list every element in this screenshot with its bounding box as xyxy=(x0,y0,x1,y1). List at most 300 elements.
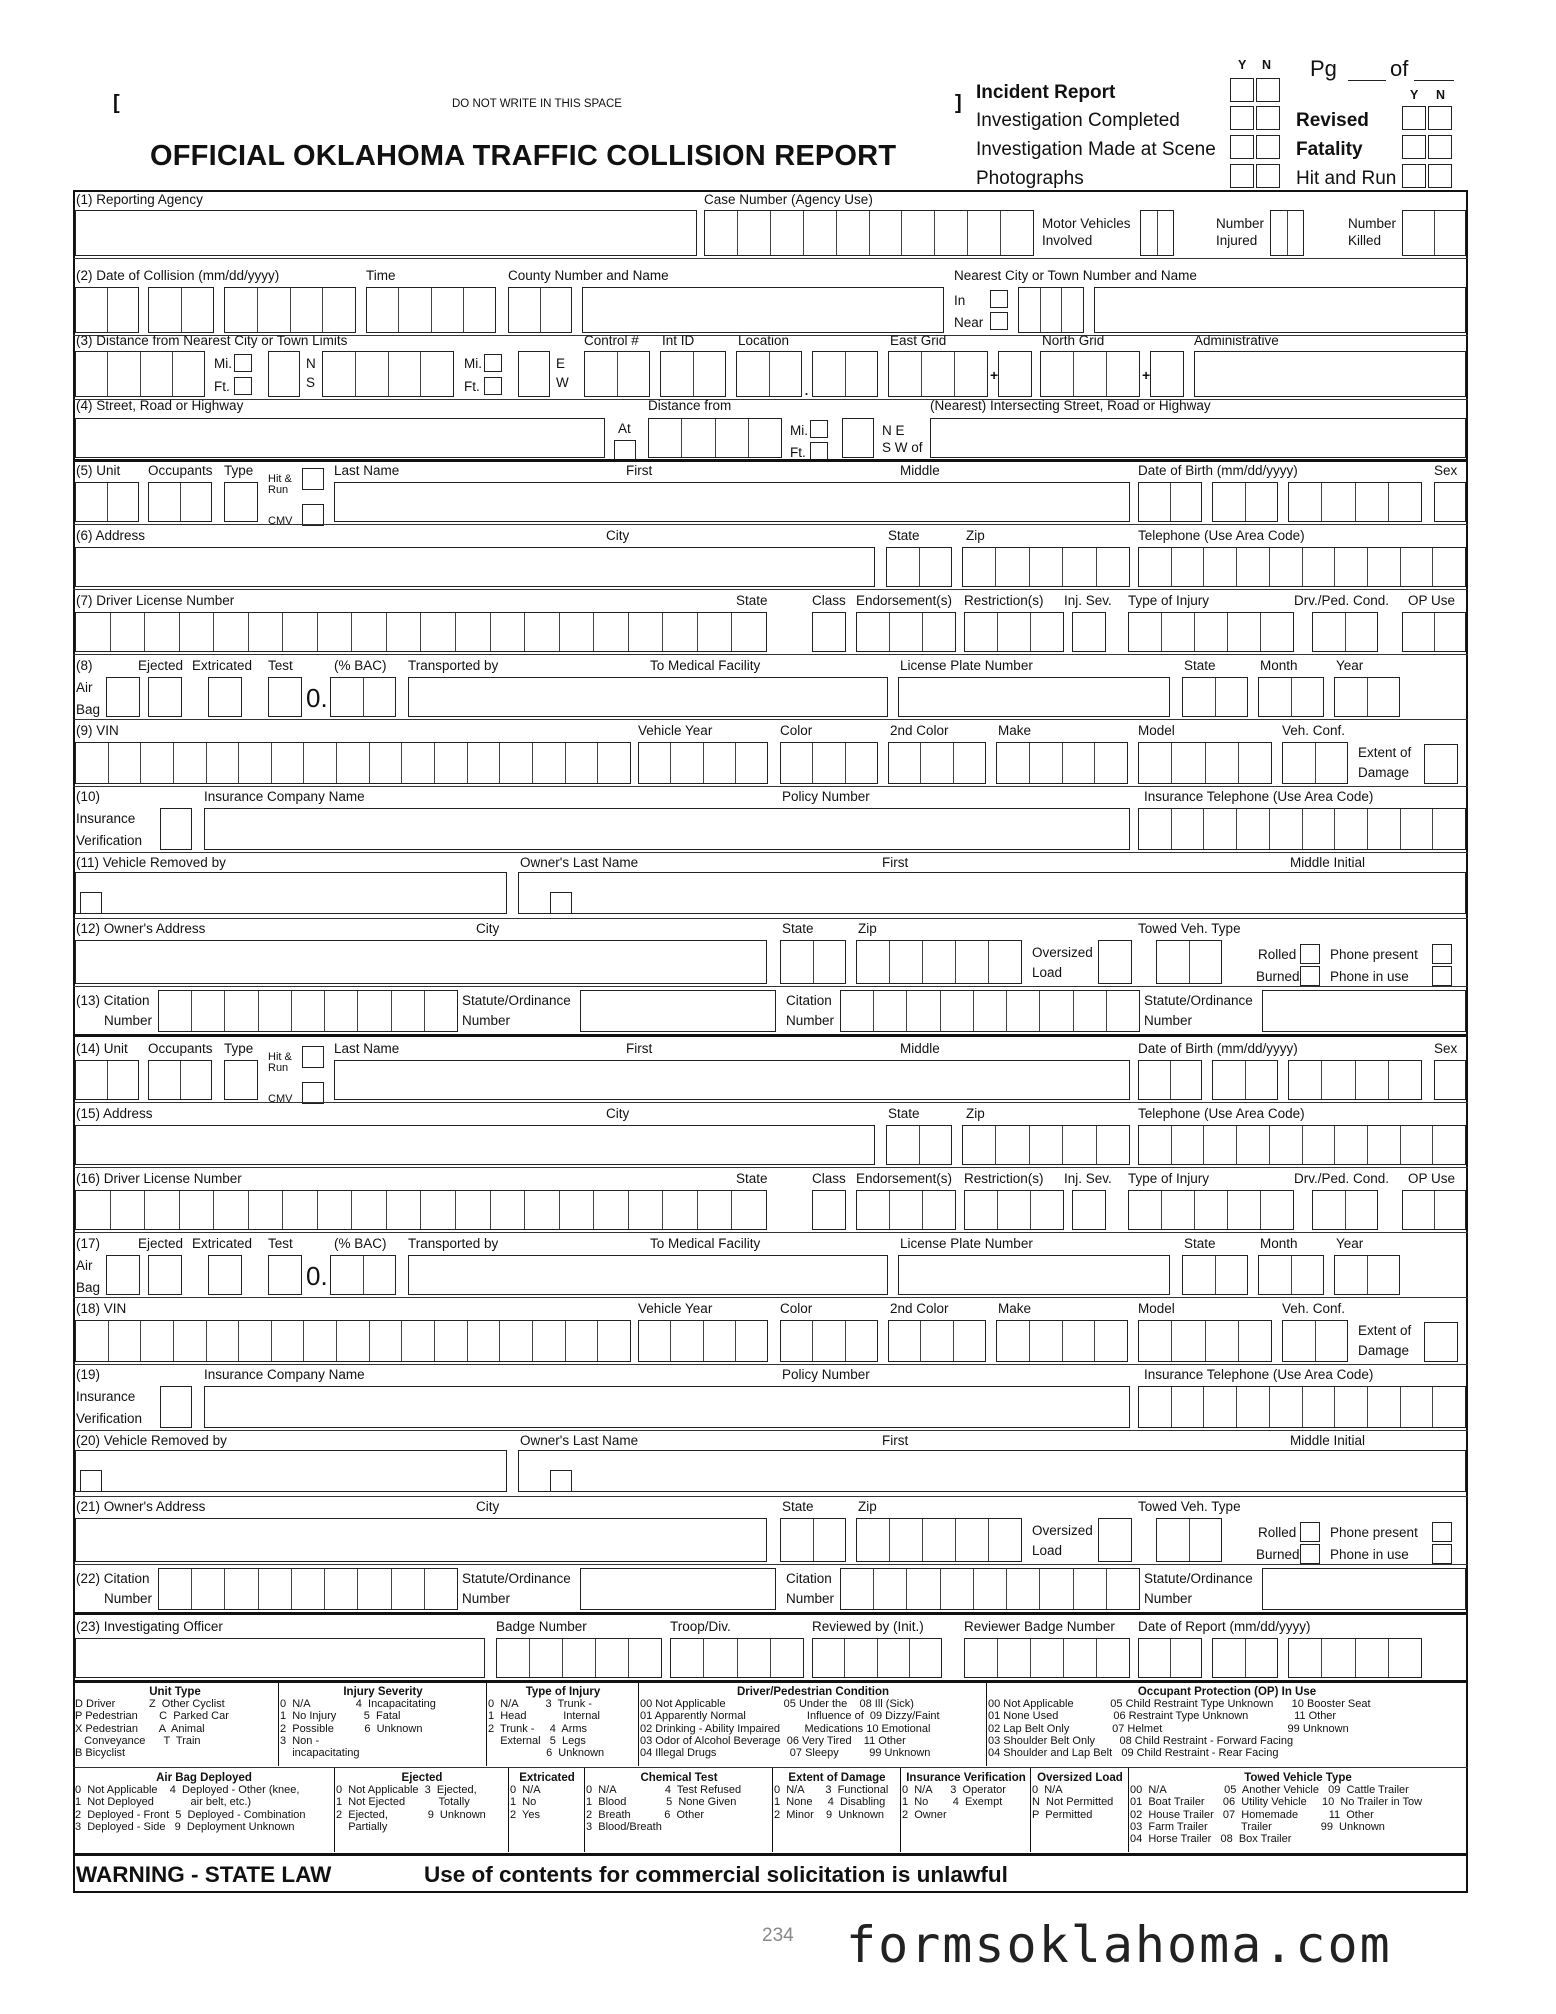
north-grid-plus: + xyxy=(1142,367,1151,383)
owner-address-label: (12) Owner's Address xyxy=(76,921,206,936)
s-label: S xyxy=(306,375,316,390)
type-of-injury-cells[interactable] xyxy=(1128,1190,1294,1230)
endorsements-cells[interactable] xyxy=(856,612,956,652)
color-cells[interactable] xyxy=(780,742,878,784)
bac-zero: 0. xyxy=(306,683,328,713)
bac-zero: 0. xyxy=(306,1261,328,1291)
north-grid-label: North Grid xyxy=(1042,333,1105,348)
color-cells[interactable] xyxy=(780,1320,878,1362)
insurance-verification-field[interactable] xyxy=(160,808,192,850)
cmv-checkbox[interactable] xyxy=(302,1082,324,1104)
test-cells[interactable] xyxy=(268,677,302,717)
rolled-checkbox[interactable] xyxy=(1300,1522,1320,1542)
state-cells[interactable] xyxy=(886,1125,952,1165)
unit-cells[interactable] xyxy=(75,482,139,522)
distance-city-label: (3) Distance from Nearest City or Town Limits xyxy=(76,333,348,348)
east-grid-cells-1[interactable] xyxy=(888,351,988,397)
phone-in-use-checkbox[interactable] xyxy=(1432,966,1452,986)
name-field[interactable] xyxy=(334,482,1130,522)
month-label: Month xyxy=(1260,1236,1298,1251)
direction-field[interactable] xyxy=(842,418,874,458)
yes-header-right: Y xyxy=(1410,88,1419,102)
code-divider xyxy=(1030,1768,1031,1852)
insurance-label: Insurance xyxy=(76,1389,136,1404)
make-cells[interactable] xyxy=(996,742,1128,784)
ins-phone-label: Insurance Telephone (Use Area Code) xyxy=(1144,1367,1374,1382)
insurance-company-field[interactable] xyxy=(204,808,1130,850)
divider xyxy=(73,1232,1468,1233)
code-air-bag xyxy=(75,1772,333,1833)
code-ejected xyxy=(336,1772,508,1833)
divider xyxy=(73,1430,1468,1431)
statute2-field[interactable] xyxy=(1262,990,1466,1032)
owner-zip-cells[interactable] xyxy=(856,1518,1022,1562)
burned-checkbox[interactable] xyxy=(1300,1544,1320,1564)
vehicle-year-cells[interactable] xyxy=(638,1320,768,1362)
address-label: (6) Address xyxy=(76,528,146,543)
license-state-label: State xyxy=(736,1171,768,1186)
at-label: At xyxy=(618,421,631,436)
north-grid-cells-2[interactable] xyxy=(1150,351,1184,397)
divider-thick xyxy=(73,1680,1468,1683)
telephone-cells[interactable] xyxy=(1138,1125,1466,1165)
code-oversized xyxy=(1032,1772,1128,1821)
class-cells[interactable] xyxy=(812,1190,846,1230)
motor-vehicles-label: Motor Vehicles xyxy=(1042,216,1131,231)
extent-field[interactable] xyxy=(1424,1322,1458,1362)
in-checkbox[interactable] xyxy=(990,290,1008,308)
divider xyxy=(73,1034,1468,1037)
inj-sev-cells[interactable] xyxy=(1072,612,1106,652)
air-bag-cells[interactable] xyxy=(106,677,140,717)
phone-present-checkbox[interactable] xyxy=(1432,944,1452,964)
statute-field[interactable] xyxy=(580,990,776,1032)
same-as-driver-checkbox[interactable] xyxy=(550,892,572,914)
mi-checkbox-3[interactable] xyxy=(810,420,828,438)
telephone-label: Telephone (Use Area Code) xyxy=(1138,528,1305,543)
restrictions-cells[interactable] xyxy=(964,612,1064,652)
code-divider xyxy=(638,1682,639,1766)
towed-cells[interactable] xyxy=(1156,1518,1222,1562)
owner-last-field[interactable] xyxy=(518,1450,1466,1492)
street-field[interactable] xyxy=(75,418,605,458)
number-injured-cells[interactable] xyxy=(1270,210,1304,256)
hit-run-label: Hit & xyxy=(268,1051,292,1063)
insurance-label: Insurance xyxy=(76,811,136,826)
insurance-company-field[interactable] xyxy=(204,1386,1130,1428)
bac-cells[interactable] xyxy=(330,1255,396,1295)
divider xyxy=(73,1496,1468,1497)
restrictions-label: Restriction(s) xyxy=(964,1171,1044,1186)
plate-state-label: State xyxy=(1184,1236,1216,1251)
location-dot: . xyxy=(804,379,810,399)
owner-state-cells[interactable] xyxy=(780,940,846,984)
occupants-cells[interactable] xyxy=(148,482,212,522)
citation2-cells[interactable] xyxy=(840,1568,1140,1610)
owner-last-field[interactable] xyxy=(518,872,1466,914)
ejected-cells[interactable] xyxy=(148,677,182,717)
veh-conf-label: Veh. Conf. xyxy=(1282,1301,1346,1316)
date-collision-month[interactable] xyxy=(75,287,139,333)
ft-checkbox-3[interactable] xyxy=(810,442,828,460)
e-label: E xyxy=(556,356,566,371)
statute-field[interactable] xyxy=(580,1568,776,1610)
first-name-label: First xyxy=(626,1041,653,1056)
code-body: D Driver Z Other Cyclist P Pedestrian C Parked Car X Pedestrian A Animal Conveyance T Train B Bicyclist xyxy=(75,1698,229,1760)
phone-in-use-checkbox[interactable] xyxy=(1432,1544,1452,1564)
divider xyxy=(73,258,1468,259)
address-field[interactable] xyxy=(75,547,875,587)
at-checkbox[interactable] xyxy=(614,440,636,460)
code-body: 0 N/A 3 Trunk - 1 Head Internal 2 Trunk - 4 Arms External 5 Legs 6 Unknown xyxy=(488,1698,605,1760)
type-label: Type xyxy=(224,463,254,478)
telephone-cells[interactable] xyxy=(1138,547,1466,587)
type-cells[interactable] xyxy=(224,482,258,522)
time-cells[interactable] xyxy=(366,287,496,333)
distance-from-cells[interactable] xyxy=(648,418,782,458)
color2-label: 2nd Color xyxy=(890,1301,949,1316)
sex-field[interactable] xyxy=(1434,1060,1466,1100)
test-label: Test xyxy=(268,658,293,673)
report-date-day[interactable] xyxy=(1212,1638,1278,1678)
oversized-field[interactable] xyxy=(1098,940,1132,984)
revised-y[interactable] xyxy=(1402,106,1426,130)
phone-in-use-label: Phone in use xyxy=(1330,1547,1409,1562)
vin-cells[interactable] xyxy=(75,742,631,784)
revised-n[interactable] xyxy=(1428,106,1452,130)
plate-field[interactable] xyxy=(898,1255,1170,1295)
citation-number-label: Number xyxy=(104,1013,153,1028)
photographs-n[interactable] xyxy=(1256,164,1280,188)
code-divider xyxy=(334,1768,335,1852)
removed-driver-checkbox[interactable] xyxy=(80,1470,102,1492)
citation-cells[interactable] xyxy=(158,990,458,1032)
transport-field[interactable] xyxy=(408,677,888,717)
mi-label-3: Mi. xyxy=(790,423,808,438)
test-cells[interactable] xyxy=(268,1255,302,1295)
dob-month-cells[interactable] xyxy=(1138,482,1202,522)
near-checkbox[interactable] xyxy=(990,312,1008,330)
zip-cells[interactable] xyxy=(962,1125,1130,1165)
plate-state-cells[interactable] xyxy=(1182,677,1248,717)
dob-day-cells[interactable] xyxy=(1212,1060,1278,1100)
investigation-completed-y[interactable] xyxy=(1230,106,1254,130)
administrative-field[interactable] xyxy=(1194,351,1466,397)
owner-city-label: City xyxy=(476,921,500,936)
month-label: Month xyxy=(1260,658,1298,673)
statute-number-label: Number xyxy=(462,1591,511,1606)
mi-checkbox[interactable] xyxy=(234,354,252,372)
reviewed-by-cells[interactable] xyxy=(812,1638,942,1678)
badge-number-cells[interactable] xyxy=(496,1638,662,1678)
dob-year-cells[interactable] xyxy=(1288,482,1422,522)
fatality-y[interactable] xyxy=(1402,135,1426,159)
revised-label: Revised xyxy=(1296,110,1369,131)
statute2-label: Statute/Ordinance xyxy=(1144,1571,1253,1586)
mi-checkbox-2[interactable] xyxy=(484,354,502,372)
reviewer-badge-cells[interactable] xyxy=(964,1638,1130,1678)
restrictions-cells[interactable] xyxy=(964,1190,1064,1230)
drv-cond-cells[interactable] xyxy=(1312,612,1378,652)
drv-cond-cells[interactable] xyxy=(1312,1190,1378,1230)
middle-initial-label: Middle Initial xyxy=(1290,1433,1366,1448)
model-cells[interactable] xyxy=(1138,742,1272,784)
veh-conf-cells[interactable] xyxy=(1282,742,1348,784)
badge-number-label: Badge Number xyxy=(496,1619,587,1634)
drv-cond-label: Drv./Ped. Cond. xyxy=(1294,1171,1390,1186)
location-label: Location xyxy=(738,333,790,348)
color-label: Color xyxy=(780,1301,813,1316)
divider xyxy=(73,719,1468,720)
owner-zip-cells[interactable] xyxy=(856,940,1022,984)
owner-first-label: First xyxy=(882,1433,909,1448)
verification-label: Verification xyxy=(76,1411,143,1426)
medical-facility-label: To Medical Facility xyxy=(650,658,761,673)
color2-label: 2nd Color xyxy=(890,723,949,738)
ew-field[interactable] xyxy=(518,351,550,397)
cmv-label: CMV xyxy=(268,515,293,527)
vehicle-year-label: Vehicle Year xyxy=(638,1301,713,1316)
citation-label: (13) Citation xyxy=(76,993,150,1008)
phone-present-label: Phone present xyxy=(1330,947,1418,962)
number-killed-cells[interactable] xyxy=(1402,210,1466,256)
name-field[interactable] xyxy=(334,1060,1130,1100)
incident-report-y[interactable] xyxy=(1230,78,1254,102)
model-cells[interactable] xyxy=(1138,1320,1272,1362)
middle-initial-label: Middle Initial xyxy=(1290,855,1366,870)
hit-run-n[interactable] xyxy=(1428,164,1452,188)
driver-license-label: (7) Driver License Number xyxy=(76,593,235,608)
control-cells[interactable] xyxy=(584,351,650,397)
reporting-agency-field[interactable] xyxy=(75,210,697,256)
plate-field[interactable] xyxy=(898,677,1170,717)
case-number-label: Case Number (Agency Use) xyxy=(704,192,873,207)
n-label: N xyxy=(306,356,316,371)
yes-header-left: Y xyxy=(1238,58,1247,72)
incident-report-n[interactable] xyxy=(1256,78,1280,102)
bac-label: (% BAC) xyxy=(334,1236,387,1251)
burned-checkbox[interactable] xyxy=(1300,966,1320,986)
w-label: W xyxy=(556,375,569,390)
report-date-year[interactable] xyxy=(1288,1638,1422,1678)
owner-state-label: State xyxy=(782,921,814,936)
statute2-number-label: Number xyxy=(1144,1013,1193,1028)
month-cells[interactable] xyxy=(1258,677,1324,717)
dob-label: Date of Birth (mm/dd/yyyy) xyxy=(1138,1041,1298,1056)
year-cells[interactable] xyxy=(1334,1255,1400,1295)
ins-phone-cells[interactable] xyxy=(1138,808,1466,850)
location-cells-2[interactable] xyxy=(812,351,878,397)
op-use-label: OP Use xyxy=(1408,593,1456,608)
policy-label: Policy Number xyxy=(782,789,870,804)
east-grid-label: East Grid xyxy=(890,333,947,348)
county-name-field[interactable] xyxy=(582,287,944,333)
extricated-cells[interactable] xyxy=(208,677,242,717)
sex-field[interactable] xyxy=(1434,482,1466,522)
address-label: (15) Address xyxy=(76,1106,153,1121)
veh-conf-cells[interactable] xyxy=(1282,1320,1348,1362)
op-use-label: OP Use xyxy=(1408,1171,1456,1186)
date-collision-label: (2) Date of Collision (mm/dd/yyyy) xyxy=(76,268,280,283)
year-label: Year xyxy=(1336,658,1364,673)
north-grid-cells-1[interactable] xyxy=(1040,351,1140,397)
statute-label: Statute/Ordinance xyxy=(462,993,571,1008)
code-body: 0 N/A 3 Operator 1 No 4 Exempt 2 Owner xyxy=(902,1784,1006,1821)
endorsements-cells[interactable] xyxy=(856,1190,956,1230)
phone-present-label: Phone present xyxy=(1330,1525,1418,1540)
number-injured-label-1: Number xyxy=(1216,216,1265,231)
date-collision-year[interactable] xyxy=(224,287,356,333)
oversized-label: Oversized xyxy=(1032,1523,1093,1538)
color2-cells[interactable] xyxy=(888,742,986,784)
same-as-driver-checkbox[interactable] xyxy=(550,1470,572,1492)
control-label: Control # xyxy=(584,333,639,348)
investigating-officer-field[interactable] xyxy=(75,1638,485,1678)
rolled-checkbox[interactable] xyxy=(1300,944,1320,964)
statute2-field[interactable] xyxy=(1262,1568,1466,1610)
of-line[interactable] xyxy=(1414,80,1454,81)
east-grid-cells-2[interactable] xyxy=(998,351,1032,397)
extricated-cells[interactable] xyxy=(208,1255,242,1295)
divider xyxy=(73,1612,1468,1615)
color2-cells[interactable] xyxy=(888,1320,986,1362)
driver-license-cells[interactable] xyxy=(75,1190,767,1230)
divider-thick xyxy=(73,1853,1468,1856)
vehicles-involved-cells[interactable] xyxy=(1140,210,1174,256)
owner-city-label: City xyxy=(476,1499,500,1514)
load-label: Load xyxy=(1032,965,1063,980)
address-field[interactable] xyxy=(75,1125,875,1165)
nearest-city-name-field[interactable] xyxy=(1094,287,1466,333)
report-date-month[interactable] xyxy=(1138,1638,1202,1678)
code-divider xyxy=(772,1768,773,1852)
type-of-injury-cells[interactable] xyxy=(1128,612,1294,652)
make-cells[interactable] xyxy=(996,1320,1128,1362)
ins-phone-cells[interactable] xyxy=(1138,1386,1466,1428)
inj-sev-cells[interactable] xyxy=(1072,1190,1106,1230)
plate-state-cells[interactable] xyxy=(1182,1255,1248,1295)
fatality-n[interactable] xyxy=(1428,135,1452,159)
bac-cells[interactable] xyxy=(330,677,396,717)
op-use-cells[interactable] xyxy=(1402,1190,1466,1230)
occupants-label: Occupants xyxy=(148,1041,213,1056)
hit-run-checkbox[interactable] xyxy=(302,468,324,490)
removed-field[interactable] xyxy=(75,1450,507,1492)
type-cells[interactable] xyxy=(224,1060,258,1100)
time-label: Time xyxy=(366,268,396,283)
administrative-label: Administrative xyxy=(1194,333,1279,348)
distance2-cells[interactable] xyxy=(322,351,454,397)
removed-driver-checkbox[interactable] xyxy=(80,892,102,914)
transport-field[interactable] xyxy=(408,1255,888,1295)
dob-month-cells[interactable] xyxy=(1138,1060,1202,1100)
state-cells[interactable] xyxy=(886,547,952,587)
owner-last-label: Owner's Last Name xyxy=(520,855,639,870)
ft-checkbox-2[interactable] xyxy=(484,377,502,395)
date-collision-day[interactable] xyxy=(148,287,214,333)
zip-cells[interactable] xyxy=(962,547,1130,587)
model-label: Model xyxy=(1138,723,1175,738)
phone-present-checkbox[interactable] xyxy=(1432,1522,1452,1542)
op-use-cells[interactable] xyxy=(1402,612,1466,652)
intersecting-field[interactable] xyxy=(930,418,1466,458)
vin-cells[interactable] xyxy=(75,1320,631,1362)
pg-line[interactable] xyxy=(1348,80,1386,81)
removed-field[interactable] xyxy=(75,872,507,914)
vin-label: (9) VIN xyxy=(76,723,119,738)
county-number-cells[interactable] xyxy=(508,287,572,333)
dob-year-cells[interactable] xyxy=(1288,1060,1422,1100)
case-number-cells[interactable] xyxy=(704,210,1034,256)
nearest-city-number-cells[interactable] xyxy=(1018,287,1084,333)
owner-address-field[interactable] xyxy=(75,1518,767,1562)
ft-checkbox[interactable] xyxy=(234,377,252,395)
driver-license-cells[interactable] xyxy=(75,612,767,652)
ns-field[interactable] xyxy=(268,351,300,397)
investigation-scene-y[interactable] xyxy=(1230,135,1254,159)
code-injury-severity xyxy=(280,1686,486,1759)
towed-cells[interactable] xyxy=(1156,940,1222,984)
int-id-cells[interactable] xyxy=(660,351,726,397)
hit-run-checkbox[interactable] xyxy=(302,1046,324,1068)
occupants-cells[interactable] xyxy=(148,1060,212,1100)
photographs-y[interactable] xyxy=(1230,164,1254,188)
month-cells[interactable] xyxy=(1258,1255,1324,1295)
code-title: Oversized Load xyxy=(1037,1772,1123,1784)
class-cells[interactable] xyxy=(812,612,846,652)
ejected-cells[interactable] xyxy=(148,1255,182,1295)
oversized-field[interactable] xyxy=(1098,1518,1132,1562)
drv-cond-label: Drv./Ped. Cond. xyxy=(1294,593,1390,608)
photographs-label: Photographs xyxy=(976,168,1084,189)
transported-label: Transported by xyxy=(408,1236,499,1251)
citation2-cells[interactable] xyxy=(840,990,1140,1032)
verification-label: Verification xyxy=(76,833,143,848)
code-divider xyxy=(1128,1768,1129,1852)
air-bag-cells[interactable] xyxy=(106,1255,140,1295)
distance-from-label: Distance from xyxy=(648,398,732,413)
air-label: Air xyxy=(76,1258,93,1273)
watermark: formsoklahoma.com xyxy=(846,1916,1392,1974)
divider xyxy=(73,852,1468,853)
insurance-number-label: (10) xyxy=(76,789,101,804)
distance-cells[interactable] xyxy=(75,351,205,397)
hit-run-y[interactable] xyxy=(1402,164,1426,188)
extent-label-2: Damage xyxy=(1358,765,1410,780)
divider xyxy=(73,986,1468,987)
extent-field[interactable] xyxy=(1424,744,1458,784)
intersecting-label: (Nearest) Intersecting Street, Road or Highway xyxy=(930,398,1211,413)
int-id-label: Int ID xyxy=(662,333,695,348)
owner-state-cells[interactable] xyxy=(780,1518,846,1562)
owner-address-field[interactable] xyxy=(75,940,767,984)
insurance-verification-field[interactable] xyxy=(160,1386,192,1428)
investigation-completed-n[interactable] xyxy=(1256,106,1280,130)
investigation-scene-n[interactable] xyxy=(1256,135,1280,159)
telephone-label: Telephone (Use Area Code) xyxy=(1138,1106,1305,1121)
code-body: 0 Not Applicable 4 Deployed - Other (knee, 1 Not Deployed air belt, etc.) 2 Deployed - Front 5 Deployed - Combination 3 Deployed - Side 9 Deployment Unknown xyxy=(75,1784,306,1833)
rolled-label: Rolled xyxy=(1258,1525,1297,1540)
extricated-label: Extricated xyxy=(192,1236,253,1251)
unit-cells[interactable] xyxy=(75,1060,139,1100)
dob-day-cells[interactable] xyxy=(1212,482,1278,522)
troop-cells[interactable] xyxy=(670,1638,804,1678)
location-cells-1[interactable] xyxy=(736,351,802,397)
citation-cells[interactable] xyxy=(158,1568,458,1610)
cmv-checkbox[interactable] xyxy=(302,504,324,526)
year-cells[interactable] xyxy=(1334,677,1400,717)
vehicle-year-cells[interactable] xyxy=(638,742,768,784)
